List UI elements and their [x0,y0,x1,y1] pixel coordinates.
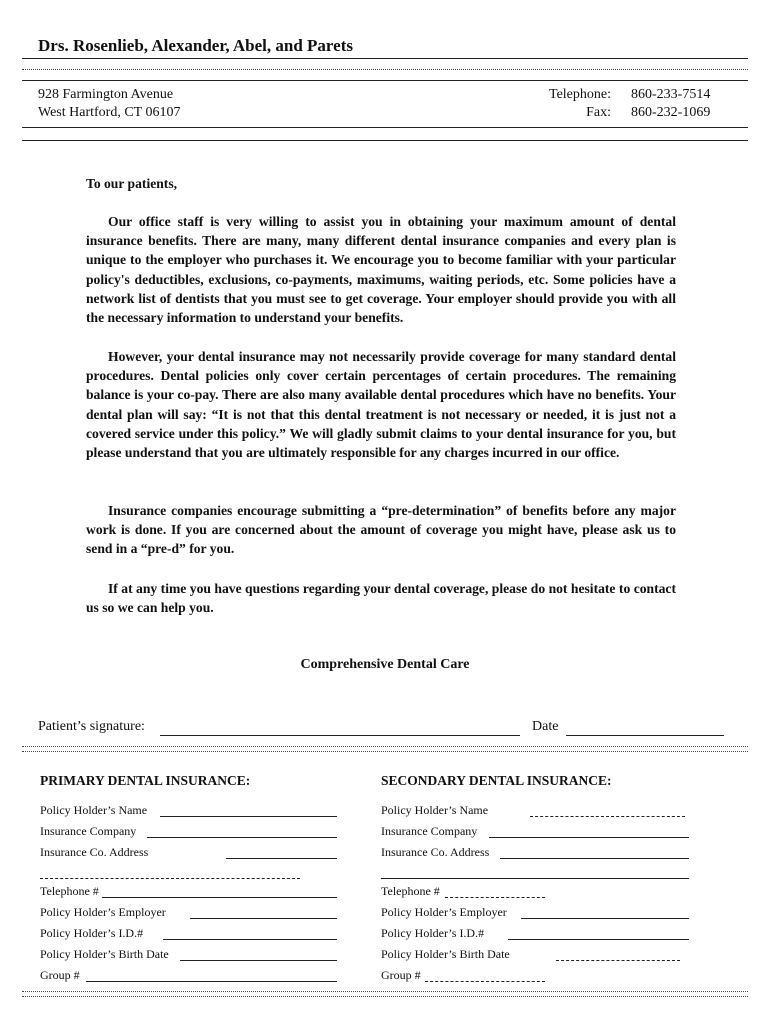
address-line-1: 928 Farmington Avenue [38,87,174,102]
secondary-policy-holder-name-input[interactable] [530,816,685,817]
secondary-group-label: Group # [381,968,421,982]
primary-insurance-heading: PRIMARY DENTAL INSURANCE: [40,773,251,788]
footer-rule-2 [22,996,748,997]
primary-telephone-input[interactable] [102,897,337,898]
secondary-birth-date-input[interactable] [556,960,680,961]
primary-policy-holder-name-input[interactable] [160,816,337,817]
secondary-telephone-label: Telephone # [381,884,440,898]
telephone-number: 860-233-7514 [631,87,711,102]
header-rule-lower [22,127,748,128]
secondary-employer-input[interactable] [521,918,689,919]
letter-salutation: To our patients, [86,176,178,191]
primary-insurance-address-label: Insurance Co. Address [40,845,149,859]
primary-group-input[interactable] [86,981,337,982]
primary-employer-input[interactable] [190,918,337,919]
primary-insurance-company-input[interactable] [147,837,337,838]
secondary-insurance-address-line-2[interactable] [381,878,689,879]
closing-title: Comprehensive Dental Care [300,657,470,672]
secondary-id-input[interactable] [508,939,689,940]
header-rule-bottom [22,140,748,141]
header-rule-mid [22,80,748,81]
secondary-employer-label: Policy Holder’s Employer [381,905,507,919]
primary-id-label: Policy Holder’s I.D.# [40,926,144,940]
secondary-policy-holder-name-label: Policy Holder’s Name [381,803,489,817]
date-field[interactable] [566,735,724,736]
header-rule-dotted [22,69,748,70]
address-line-2: West Hartford, CT 06107 [38,105,181,120]
primary-insurance-address-input[interactable] [226,858,337,859]
primary-insurance-address-line-2[interactable] [40,878,300,879]
primary-employer-label: Policy Holder’s Employer [40,905,166,919]
primary-birth-date-input[interactable] [180,960,337,961]
date-label: Date [532,719,559,734]
practice-name: Drs. Rosenlieb, Alexander, Abel, and Parets [38,36,353,55]
fax-number: 860-232-1069 [631,105,711,120]
primary-telephone-label: Telephone # [40,884,99,898]
fax-label: Fax: [586,105,611,120]
header-rule-top [22,58,748,59]
primary-policy-holder-name-label: Policy Holder’s Name [40,803,148,817]
secondary-id-label: Policy Holder’s I.D.# [381,926,485,940]
primary-id-input[interactable] [163,939,337,940]
footer-rule-1 [22,991,748,992]
primary-birth-date-label: Policy Holder’s Birth Date [40,947,169,961]
letter-paragraph-3 [86,501,676,559]
letter-paragraph-2 [86,347,676,462]
paragraph-text: However, your dental insurance may not necessarily provide coverage for many standard dental procedures. Dental policies only cover certain percentages of certain procedures. The remaining balance is your co-pay. There are also many available dental procedures which have no benefits. Your dental plan will say: “It is not that this dental treatment is not necessary or needed, it is just not a covered service under this policy.” We will gladly submit claims to your dental insurance for you, but please understand that you are ultimately responsible for any charges incurred in our office. [86,349,676,461]
signature-rule-1 [22,746,748,747]
patient-signature-label: Patient’s signature: [38,719,145,734]
primary-group-label: Group # [40,968,80,982]
telephone-label: Telephone: [549,87,611,102]
secondary-insurance-company-label: Insurance Company [381,824,478,838]
secondary-telephone-input[interactable] [445,897,545,898]
paragraph-text: Our office staff is very willing to assist you in obtaining your maximum amount of dental insurance benefits. There are many, many different dental insurance companies and every plan is unique to the employer who purchases it. We encourage you to become familiar with your particular policy's deductibles, exclusions, co-payments, maximums, waiting periods, etc. Some policies have a network list of dentists that you must see to get coverage. Your employer should provide you with all the necessary information to understand your benefits. [86,214,676,326]
signature-rule-2 [22,751,748,752]
secondary-insurance-company-input[interactable] [489,837,689,838]
paragraph-text: If at any time you have questions regarding your dental coverage, please do not hesitate to contact us so we can help you. [86,581,676,616]
letter-paragraph-4 [86,579,676,617]
secondary-insurance-address-input[interactable] [500,858,689,859]
secondary-insurance-address-label: Insurance Co. Address [381,845,490,859]
letter-paragraph-1 [86,212,676,327]
paragraph-text: Insurance companies encourage submitting a “pre-determination” of benefits before any major work is done. If you are concerned about the amount of coverage you might have, please ask us to send in a “pre-d” for you. [86,503,676,557]
primary-insurance-company-label: Insurance Company [40,824,137,838]
patient-signature-field[interactable] [160,735,520,736]
secondary-birth-date-label: Policy Holder’s Birth Date [381,947,510,961]
secondary-insurance-heading: SECONDARY DENTAL INSURANCE: [381,773,612,788]
secondary-group-input[interactable] [425,981,545,982]
